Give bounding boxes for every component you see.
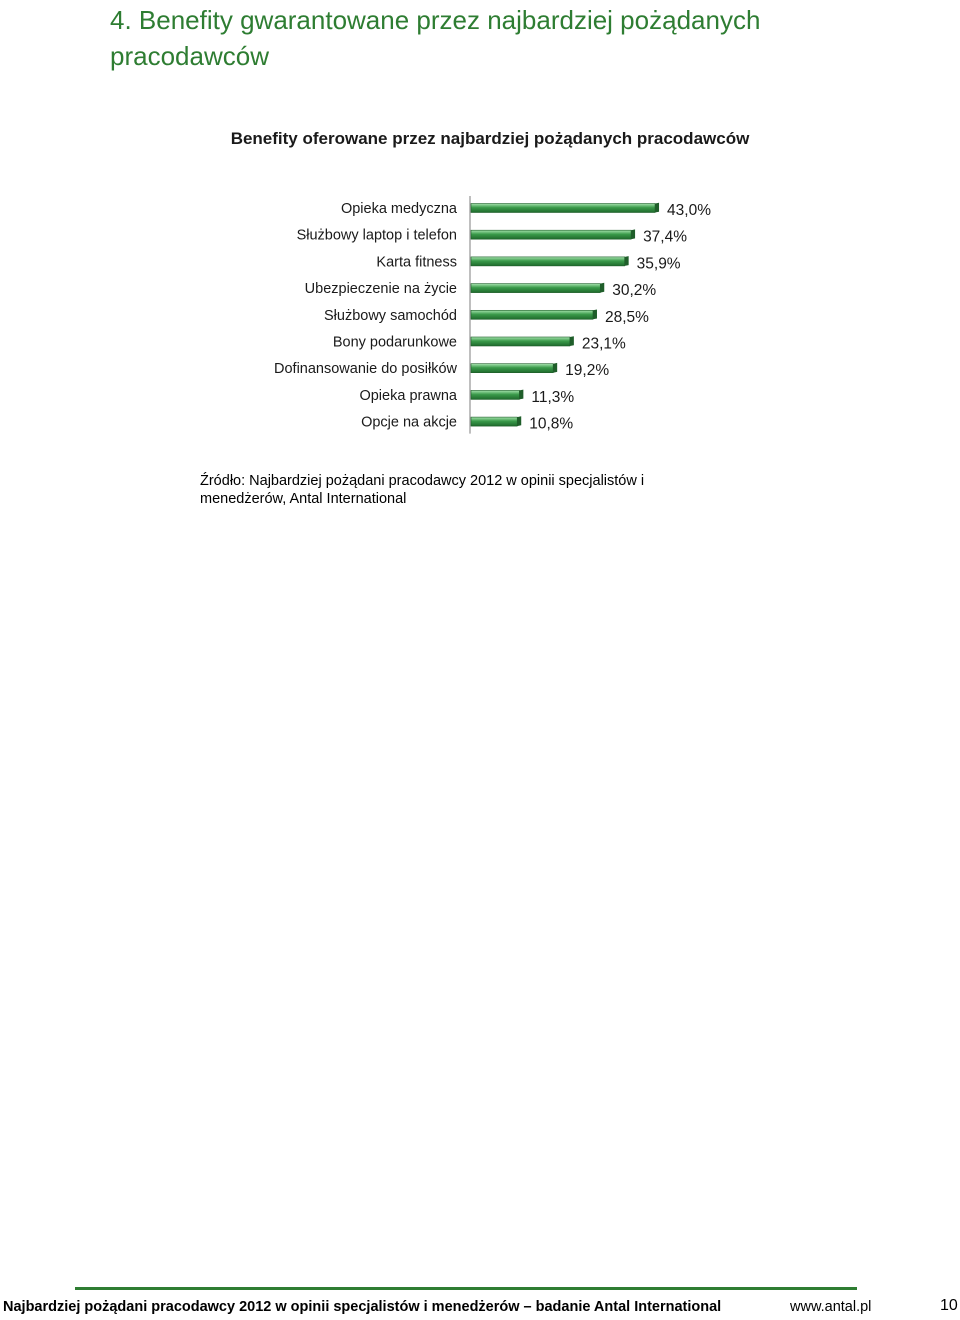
value-label: 43,0% xyxy=(667,202,711,219)
category-label: Służbowy laptop i telefon xyxy=(296,227,457,244)
value-label: 19,2% xyxy=(565,362,610,380)
footer-divider xyxy=(75,1287,857,1290)
bar-face xyxy=(471,417,517,426)
category-label: Ubezpieczenie na życie xyxy=(304,281,457,298)
value-label: 37,4% xyxy=(643,228,688,246)
page-number: 10 xyxy=(940,1297,958,1314)
category-label: Karta fitness xyxy=(376,254,457,271)
footer-text: Najbardziej pożądani pracodawcy 2012 w opinii specjalistów i menedżerów – badanie Antal International xyxy=(3,1299,722,1315)
bar-face xyxy=(471,204,655,213)
bar xyxy=(471,363,557,373)
bar xyxy=(471,310,597,320)
footer-url[interactable]: www.antal.pl xyxy=(790,1299,872,1315)
bar xyxy=(471,336,574,346)
bar xyxy=(471,256,629,266)
bar-chart xyxy=(0,0,960,460)
value-label: 11,3% xyxy=(531,388,575,406)
category-label: Opieka medyczna xyxy=(340,201,457,217)
value-label: 28,5% xyxy=(604,308,649,326)
bar-face xyxy=(471,310,593,319)
value-label: 30,2% xyxy=(612,282,657,300)
category-label: Bony podarunkowe xyxy=(332,334,457,351)
bar-face xyxy=(471,257,625,266)
value-label: 35,9% xyxy=(636,255,681,273)
value-label: 23,1% xyxy=(581,335,626,353)
bar-face xyxy=(471,230,631,239)
bar-face xyxy=(471,284,600,293)
bar xyxy=(471,229,635,239)
section-title: 4. Benefity gwarantowane przez najbardziej pożądanych pracodawców xyxy=(110,5,761,71)
bar-face xyxy=(471,390,519,399)
bar xyxy=(471,283,604,293)
bar xyxy=(471,416,521,426)
chart-plot-area xyxy=(274,196,711,434)
bar-face xyxy=(471,337,570,346)
category-label: Opcje na akcje xyxy=(361,414,457,431)
source-note: Źródło: Najbardziej pożądani pracodawcy 2012 w opinii specjalistów i menedżerów, Antal International xyxy=(200,473,645,507)
category-label: Opieka prawna xyxy=(359,387,457,404)
chart-title: Benefity oferowane przez najbardziej pożądanych pracodawców xyxy=(230,129,750,148)
bar xyxy=(471,390,523,400)
value-label: 10,8% xyxy=(529,415,574,433)
category-label: Dofinansowanie do posiłków xyxy=(274,361,457,378)
category-label: Służbowy samochód xyxy=(324,307,457,324)
bar xyxy=(471,203,659,213)
bar-face xyxy=(471,364,553,373)
